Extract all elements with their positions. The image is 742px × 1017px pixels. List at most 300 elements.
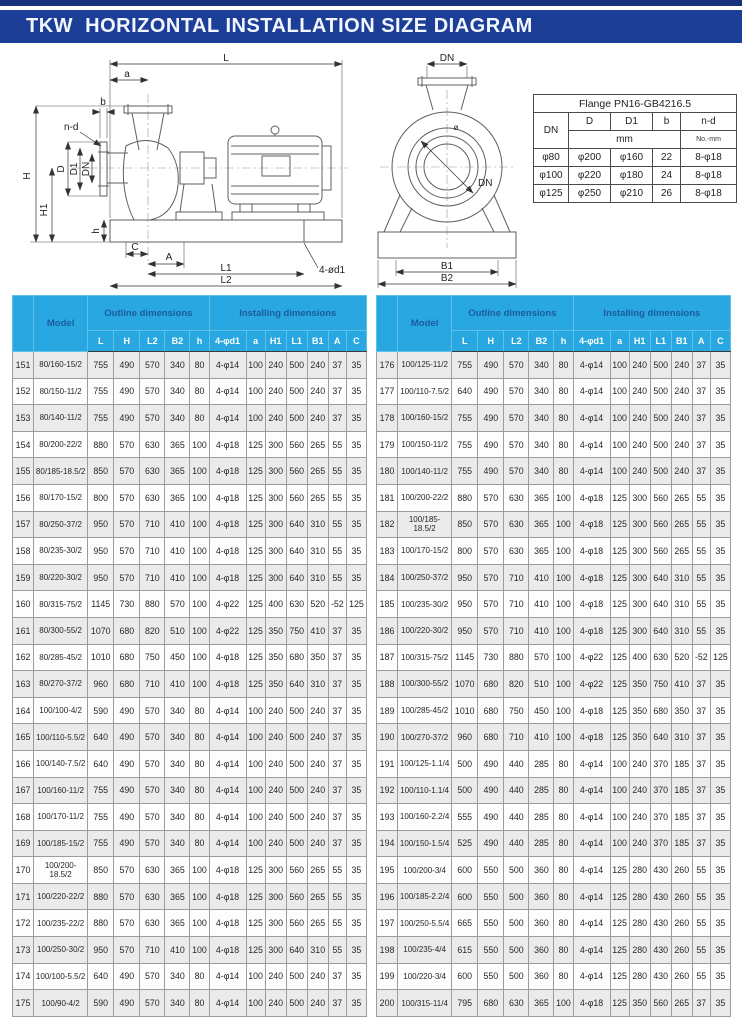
dimension-cell: 240 [265, 697, 286, 724]
dimension-cell: 500 [286, 750, 307, 777]
dimension-cell: 350 [671, 697, 692, 724]
dimension-cell: 4-φ14 [209, 990, 246, 1017]
dimension-cell: 100 [190, 538, 209, 565]
model-cell: 100/170-11/2 [34, 804, 88, 831]
dimension-cell: 80 [554, 910, 573, 937]
flange-cell: 8-φ18 [681, 167, 737, 185]
dimension-cell: 35 [346, 750, 366, 777]
dimension-cell: 125 [246, 617, 265, 644]
row-number-cell: 186 [377, 617, 398, 644]
col-L: L [88, 331, 114, 352]
flange-cell: φ80 [534, 149, 569, 167]
row-number-cell: 154 [13, 431, 34, 458]
dimension-cell: 555 [452, 804, 478, 831]
model-cell: 80/285-45/2 [34, 644, 88, 671]
dimension-cell: 630 [140, 883, 165, 910]
dimension-cell: 100 [190, 484, 209, 511]
dimension-cell: 4-φ14 [209, 724, 246, 751]
dimension-cell: 1010 [88, 644, 114, 671]
dimension-cell: 4-φ14 [573, 777, 610, 804]
dimension-cell: 35 [346, 378, 366, 405]
size-row [13, 617, 367, 644]
dimension-cell: 500 [650, 431, 671, 458]
col-h: h [554, 331, 573, 352]
dimension-cell: 710 [140, 538, 165, 565]
dimension-cell: 125 [610, 671, 629, 698]
dimension-cell: 500 [286, 830, 307, 857]
dimension-cell: 590 [88, 990, 114, 1017]
dimension-cell: 100 [554, 564, 573, 591]
dimension-cell: 55 [328, 511, 346, 538]
flange-cell: 26 [653, 185, 681, 203]
dimension-cell: 37 [692, 671, 710, 698]
model-cell: 80/150-11/2 [34, 378, 88, 405]
dimension-cell: 285 [529, 750, 554, 777]
dimension-cell: 100 [190, 511, 209, 538]
dimension-cell: 100 [610, 458, 629, 485]
dimension-cell: 4-φ18 [209, 937, 246, 964]
dimension-cell: 35 [710, 857, 730, 884]
dimension-cell: 125 [610, 564, 629, 591]
dimension-cell: 4-φ14 [573, 458, 610, 485]
flange-cell: φ125 [534, 185, 569, 203]
dim-label-DN-bore: DN [478, 178, 493, 189]
dimension-cell: 490 [478, 830, 504, 857]
dimension-cell: 55 [328, 564, 346, 591]
dim-label-B2: B2 [440, 273, 454, 284]
dimension-cell: 4-φ14 [209, 963, 246, 990]
dimension-cell: 4-φ14 [209, 352, 246, 379]
dimension-cell: 640 [286, 511, 307, 538]
flange-cell: 24 [653, 167, 681, 185]
dimension-cell: 37 [692, 990, 710, 1017]
dimension-cell: 35 [710, 617, 730, 644]
dimension-cell: 750 [650, 671, 671, 698]
dimension-cell: 240 [629, 352, 650, 379]
dimension-cell: 300 [265, 937, 286, 964]
dimension-cell: 240 [265, 830, 286, 857]
dimension-cell: 185 [671, 830, 692, 857]
dimension-cell: 100 [554, 538, 573, 565]
dimension-cell: 4-φ14 [573, 405, 610, 432]
dimension-cell: 80 [554, 830, 573, 857]
dimension-cell: 570 [140, 830, 165, 857]
dimension-cell: 100 [554, 644, 573, 671]
model-cell: 80/140-11/2 [34, 405, 88, 432]
dimension-cell: 950 [88, 538, 114, 565]
dimension-cell: 570 [114, 564, 140, 591]
dimension-cell: 640 [286, 671, 307, 698]
dimension-cell: 550 [478, 883, 504, 910]
dimension-cell: 260 [671, 910, 692, 937]
dimension-cell: 100 [190, 617, 209, 644]
row-number-cell: 170 [13, 857, 34, 884]
dimension-cell: 55 [328, 431, 346, 458]
dimension-cell: 570 [140, 963, 165, 990]
dimension-cell: 410 [165, 564, 190, 591]
dimension-cell: 100 [190, 564, 209, 591]
baseplate-outline [110, 220, 342, 242]
dimension-cell: 950 [88, 564, 114, 591]
dimension-cell: 280 [629, 857, 650, 884]
dimension-cell: 300 [265, 511, 286, 538]
dimension-cell: 35 [346, 564, 366, 591]
dimension-cell: 240 [307, 724, 328, 751]
dimension-cell: 4-φ18 [573, 724, 610, 751]
dim-label-D: D [56, 165, 67, 173]
dimension-cell: 100 [190, 644, 209, 671]
dimension-cell: 280 [629, 910, 650, 937]
dimension-cell: 490 [478, 458, 504, 485]
dimension-cell: 490 [114, 804, 140, 831]
dimension-cell: 35 [710, 431, 730, 458]
dimension-cell: 37 [328, 644, 346, 671]
dimension-cell: 310 [671, 564, 692, 591]
dimension-cell: 960 [452, 724, 478, 751]
dimension-cell: 4-φ22 [573, 644, 610, 671]
row-number-cell: 197 [377, 910, 398, 937]
dimension-cell: 100 [610, 750, 629, 777]
outline-group-header: Outline dimensions [88, 296, 209, 331]
row-number-cell: 185 [377, 591, 398, 618]
model-cell: 100/185-2.2/4 [398, 883, 452, 910]
dimension-cell: 640 [286, 538, 307, 565]
dimension-cell: 300 [629, 617, 650, 644]
dimension-cell: 4-φ18 [209, 883, 246, 910]
row-number-cell: 171 [13, 883, 34, 910]
dimension-cell: 35 [710, 458, 730, 485]
flange-cell: φ250 [569, 185, 611, 203]
dim-label-H1: H1 [39, 203, 50, 217]
size-row [377, 431, 731, 458]
dimension-cell: 37 [692, 458, 710, 485]
dimension-cell: 880 [504, 644, 529, 671]
model-cell: 100/150-1.5/4 [398, 830, 452, 857]
dimension-cell: 365 [165, 857, 190, 884]
model-cell: 100/110-7.5/2 [398, 378, 452, 405]
dimension-cell: 560 [650, 990, 671, 1017]
dimension-cell: 100 [554, 511, 573, 538]
dimension-cell: 880 [452, 484, 478, 511]
row-number-cell: 175 [13, 990, 34, 1017]
dimension-cell: 950 [88, 937, 114, 964]
dimension-cell: 125 [246, 511, 265, 538]
dimension-cell: 730 [114, 591, 140, 618]
dimension-cell: 55 [328, 458, 346, 485]
dimension-cell: 490 [114, 990, 140, 1017]
dimension-cell: 1070 [452, 671, 478, 698]
row-number-cell: 151 [13, 352, 34, 379]
dimension-cell: 450 [529, 697, 554, 724]
col-a: a [246, 331, 265, 352]
size-row [377, 777, 731, 804]
dimension-cell: 80 [190, 777, 209, 804]
dimension-cell: 100 [246, 750, 265, 777]
dimension-cell: 410 [165, 937, 190, 964]
size-row [377, 458, 731, 485]
flange-unit-mm: mm [569, 131, 681, 149]
model-cell: 100/315-11/4 [398, 990, 452, 1017]
dimension-cell: 340 [165, 830, 190, 857]
dimension-cell: 795 [452, 990, 478, 1017]
dimension-cell: 265 [307, 484, 328, 511]
row-number-cell: 192 [377, 777, 398, 804]
model-cell: 80/185-18.5/2 [34, 458, 88, 485]
dimension-cell: 500 [452, 777, 478, 804]
row-number-cell: 158 [13, 538, 34, 565]
dimension-cell: 640 [650, 564, 671, 591]
flange-col-d: D [569, 113, 611, 131]
dimension-cell: 55 [328, 484, 346, 511]
row-number-cell: 181 [377, 484, 398, 511]
dimension-cell: 440 [504, 777, 529, 804]
dimension-cell: 35 [710, 777, 730, 804]
dimension-cell: 37 [692, 830, 710, 857]
row-number-cell: 167 [13, 777, 34, 804]
dimension-cell: 560 [650, 511, 671, 538]
dimension-cell: 4-φ18 [209, 538, 246, 565]
dimension-cell: 35 [346, 883, 366, 910]
dimension-cell: 4-φ14 [573, 750, 610, 777]
dimension-cell: 35 [710, 538, 730, 565]
page-title: TKW HORIZONTAL INSTALLATION SIZE DIAGRAM [26, 15, 533, 37]
dimension-cell: 37 [328, 724, 346, 751]
model-cell: 80/250-37/2 [34, 511, 88, 538]
dimension-cell: 125 [610, 511, 629, 538]
model-cell: 100/235-4/4 [398, 937, 452, 964]
dim-label-H: H [22, 172, 33, 180]
dimension-cell: 55 [692, 910, 710, 937]
row-number-cell: 164 [13, 697, 34, 724]
dimension-cell: 490 [114, 697, 140, 724]
dimension-cell: 490 [478, 378, 504, 405]
dimension-cell: 100 [246, 963, 265, 990]
dimension-cell: 125 [610, 883, 629, 910]
dimension-cell: 340 [529, 458, 554, 485]
size-row [377, 750, 731, 777]
dimension-cell: 680 [478, 697, 504, 724]
row-number-cell: 191 [377, 750, 398, 777]
dimension-cell: 55 [692, 963, 710, 990]
row-number-cell: 180 [377, 458, 398, 485]
dimension-cell: 285 [529, 830, 554, 857]
dimension-cell: 35 [346, 724, 366, 751]
dimension-cell: 300 [629, 538, 650, 565]
model-cell: 100/220-22/2 [34, 883, 88, 910]
dimension-cell: 340 [165, 804, 190, 831]
dimension-cell: 880 [88, 910, 114, 937]
dimension-cell: 100 [610, 830, 629, 857]
dimension-cell: 80 [554, 804, 573, 831]
flange-col-nd: n-d [681, 113, 737, 131]
dimension-cell: 300 [629, 564, 650, 591]
flange-cell: 22 [653, 149, 681, 167]
dimension-cell: 490 [114, 963, 140, 990]
size-row [13, 857, 367, 884]
model-cell: 80/235-30/2 [34, 538, 88, 565]
dimension-cell: 55 [692, 591, 710, 618]
dimension-cell: 35 [710, 750, 730, 777]
dimension-cell: 55 [692, 883, 710, 910]
dimension-cell: 370 [650, 830, 671, 857]
size-row [377, 804, 731, 831]
dimension-cell: 240 [265, 777, 286, 804]
dim-label-L2: L2 [220, 275, 232, 286]
dimension-cell: 365 [529, 511, 554, 538]
dimension-cell: 125 [246, 671, 265, 698]
size-row [377, 724, 731, 751]
dimension-cell: 430 [650, 883, 671, 910]
dimension-cell: 550 [478, 910, 504, 937]
dimension-cell: 570 [504, 378, 529, 405]
dimension-cell: 600 [452, 857, 478, 884]
size-row [377, 990, 731, 1017]
dimension-cell: 570 [140, 697, 165, 724]
dimension-cell: 410 [165, 538, 190, 565]
size-row [377, 538, 731, 565]
dimension-cell: 710 [140, 937, 165, 964]
dimension-cell: 880 [88, 883, 114, 910]
dimension-cell: 4-φ14 [573, 352, 610, 379]
dimension-cell: 55 [692, 484, 710, 511]
model-cell: 100/235-30/2 [398, 591, 452, 618]
dimension-cell: 35 [346, 990, 366, 1017]
dimension-cell: 710 [140, 511, 165, 538]
dimension-cell: 525 [452, 830, 478, 857]
col-B2: B2 [529, 331, 554, 352]
dim-label-n-d: n-d [64, 122, 79, 133]
dimension-cell: 490 [478, 352, 504, 379]
row-number-cell: 157 [13, 511, 34, 538]
flange-row [534, 167, 737, 185]
dimension-cell: 240 [307, 804, 328, 831]
col-H1: H1 [629, 331, 650, 352]
dimension-cell: 365 [165, 458, 190, 485]
dimension-cell: 500 [452, 750, 478, 777]
model-cell: 100/270-37/2 [398, 724, 452, 751]
dimension-cell: 125 [610, 617, 629, 644]
dimension-cell: 365 [165, 431, 190, 458]
size-tables [12, 295, 732, 1017]
dim-label-L1: L1 [220, 263, 232, 274]
dimension-cell: 80 [554, 352, 573, 379]
dimension-cell: 35 [346, 910, 366, 937]
size-row [377, 484, 731, 511]
dimension-cell: 80 [190, 724, 209, 751]
dimension-cell: 630 [140, 857, 165, 884]
dimension-cell: 265 [671, 538, 692, 565]
dimension-cell: 4-φ18 [209, 511, 246, 538]
dim-label-L: L [223, 53, 229, 64]
dimension-cell: 340 [165, 378, 190, 405]
dimension-cell: 4-φ22 [209, 617, 246, 644]
dimension-cell: 37 [328, 830, 346, 857]
dimension-cell: 365 [165, 910, 190, 937]
dimension-cell: 4-φ14 [209, 777, 246, 804]
dimension-cell: 37 [692, 750, 710, 777]
dimension-cell: 710 [140, 671, 165, 698]
dimension-cell: 240 [671, 378, 692, 405]
dimension-cell: 37 [692, 724, 710, 751]
dimension-cell: 35 [346, 431, 366, 458]
dimension-cell: -52 [328, 591, 346, 618]
corner-header [13, 296, 34, 352]
dimension-cell: 4-φ14 [573, 910, 610, 937]
dimension-cell: 4-φ18 [209, 484, 246, 511]
dimension-cell: 500 [286, 378, 307, 405]
dimension-cell: 680 [114, 617, 140, 644]
dimension-cell: 280 [629, 937, 650, 964]
dimension-cell: 240 [629, 804, 650, 831]
page-header [0, 10, 742, 43]
dimension-cell: 630 [140, 910, 165, 937]
col-H1: H1 [265, 331, 286, 352]
col-L2: L2 [504, 331, 529, 352]
dimension-cell: 125 [246, 484, 265, 511]
dimension-cell: 410 [307, 617, 328, 644]
dimension-cell: 300 [265, 484, 286, 511]
dimension-cell: 570 [114, 857, 140, 884]
dimension-cell: 430 [650, 857, 671, 884]
dimension-cell: 630 [140, 458, 165, 485]
dimension-cell: 37 [328, 750, 346, 777]
dimension-cell: 240 [265, 724, 286, 751]
dimension-cell: 755 [452, 405, 478, 432]
dimension-cell: 630 [504, 538, 529, 565]
size-table-left [12, 295, 367, 1017]
dimension-cell: 640 [650, 724, 671, 751]
dimension-cell: 35 [710, 484, 730, 511]
dimension-cell: 4-φ14 [573, 378, 610, 405]
dimension-cell: 440 [504, 750, 529, 777]
col-a: a [610, 331, 629, 352]
dimension-cell: 340 [165, 352, 190, 379]
dimension-cell: 570 [504, 352, 529, 379]
dimension-cell: 35 [710, 352, 730, 379]
dimension-cell: 240 [307, 963, 328, 990]
dimension-cell: 240 [265, 990, 286, 1017]
dimension-cell: 100 [554, 697, 573, 724]
dimension-cell: 680 [114, 644, 140, 671]
size-row [13, 511, 367, 538]
model-cell: 80/315-75/2 [34, 591, 88, 618]
dimension-cell: 80 [190, 990, 209, 1017]
dimension-cell: -52 [692, 644, 710, 671]
size-row [13, 644, 367, 671]
dimension-cell: 55 [692, 538, 710, 565]
diameter-mark: ø [453, 123, 459, 132]
row-number-cell: 198 [377, 937, 398, 964]
dimension-cell: 80 [554, 378, 573, 405]
dimension-cell: 680 [114, 671, 140, 698]
dimension-cell: 300 [265, 458, 286, 485]
dimension-cell: 800 [452, 538, 478, 565]
dimension-cell: 560 [286, 431, 307, 458]
dimension-cell: 560 [286, 458, 307, 485]
dimension-cell: 4-φ14 [209, 804, 246, 831]
size-row [377, 405, 731, 432]
dimension-cell: 570 [504, 405, 529, 432]
dimension-cell: 560 [650, 538, 671, 565]
size-row [13, 910, 367, 937]
dimension-cell: 125 [610, 937, 629, 964]
dimension-cell: 100 [246, 804, 265, 831]
dimension-cell: 365 [165, 484, 190, 511]
dimension-cell: 490 [114, 405, 140, 432]
dimension-cell: 850 [88, 458, 114, 485]
dimension-cell: 350 [265, 644, 286, 671]
dimension-cell: 125 [610, 484, 629, 511]
